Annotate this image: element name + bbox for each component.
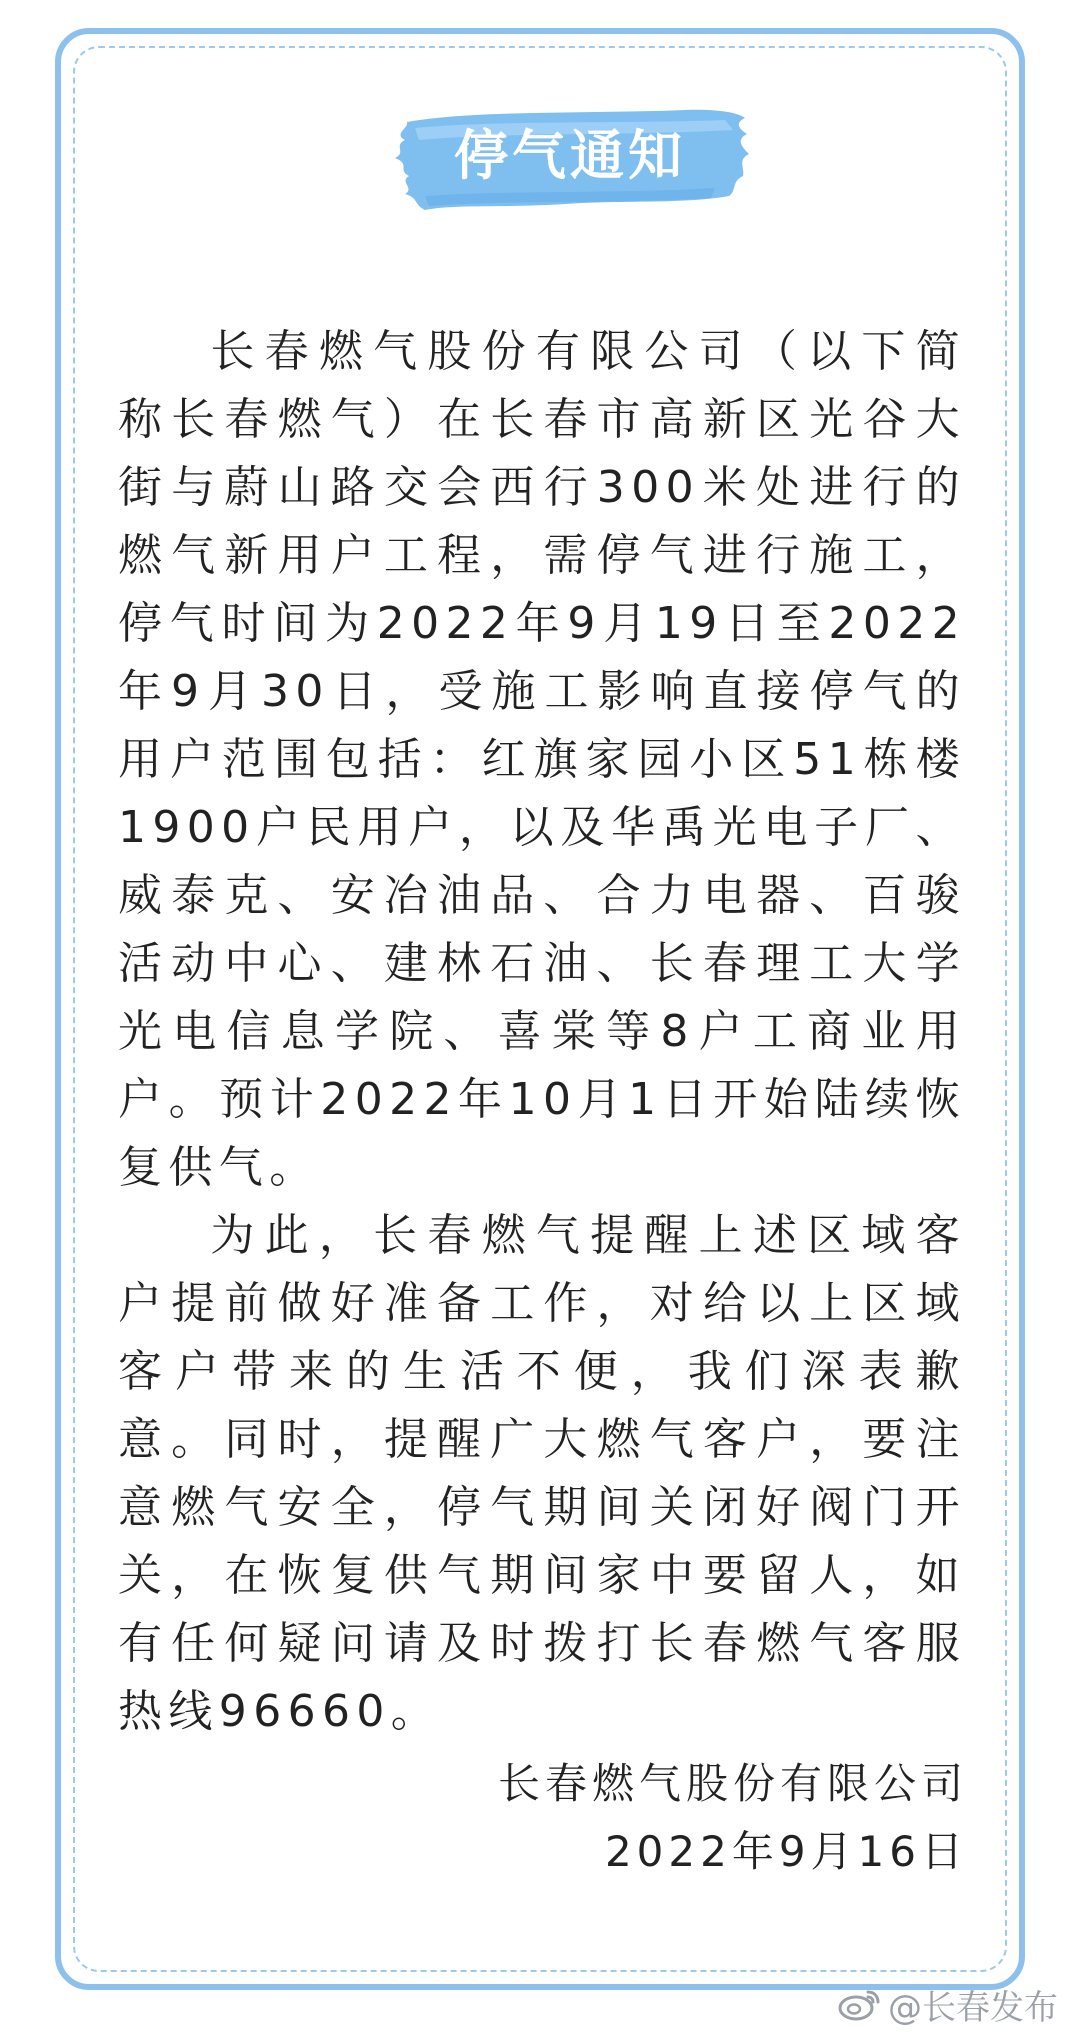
signature-date: 2022年9月16日: [604, 1827, 968, 1876]
notice-paragraph-2: 为此，长春燃气提醒上述区域客户提前做好准备工作，对给以上区域客户带来的生活不便，我们深表歉意。同时，提醒广大燃气客户，要注意燃气安全，停气期间关闭好阀门开关，在恢复供气期间家中要留人，如有任何疑问请及时拨打长春燃气客服热线96660。: [118, 1210, 966, 1737]
signature-block: [498, 1750, 968, 1886]
title-banner: [385, 100, 755, 220]
weibo-icon: [838, 1986, 882, 2022]
signature-company: 长春燃气股份有限公司: [497, 1759, 968, 1808]
notice-title: 停气通知: [454, 124, 686, 187]
notice-paragraph-1: 长春燃气股份有限公司（以下简称长春燃气）在长春市高新区光谷大街与蔚山路交会西行300米处进行的燃气新用户工程，需停气进行施工，停气时间为2022年9月19日至2022年9月30日，受施工影响直接停气的用户范围包括：红旗家园小区51栋楼1900户民用户，以及华禹光电子厂、威泰克、安冶油品、合力电器、百骏活动中心、建林石油、长春理工大学光电信息学院、喜棠等8户工商业用户。预计2022年10月1日开始陆续恢复供气。: [118, 326, 966, 1193]
watermark-text: @长春发布: [888, 1987, 1058, 2028]
notice-body: [118, 318, 966, 1746]
weibo-watermark: [838, 1979, 1058, 2029]
